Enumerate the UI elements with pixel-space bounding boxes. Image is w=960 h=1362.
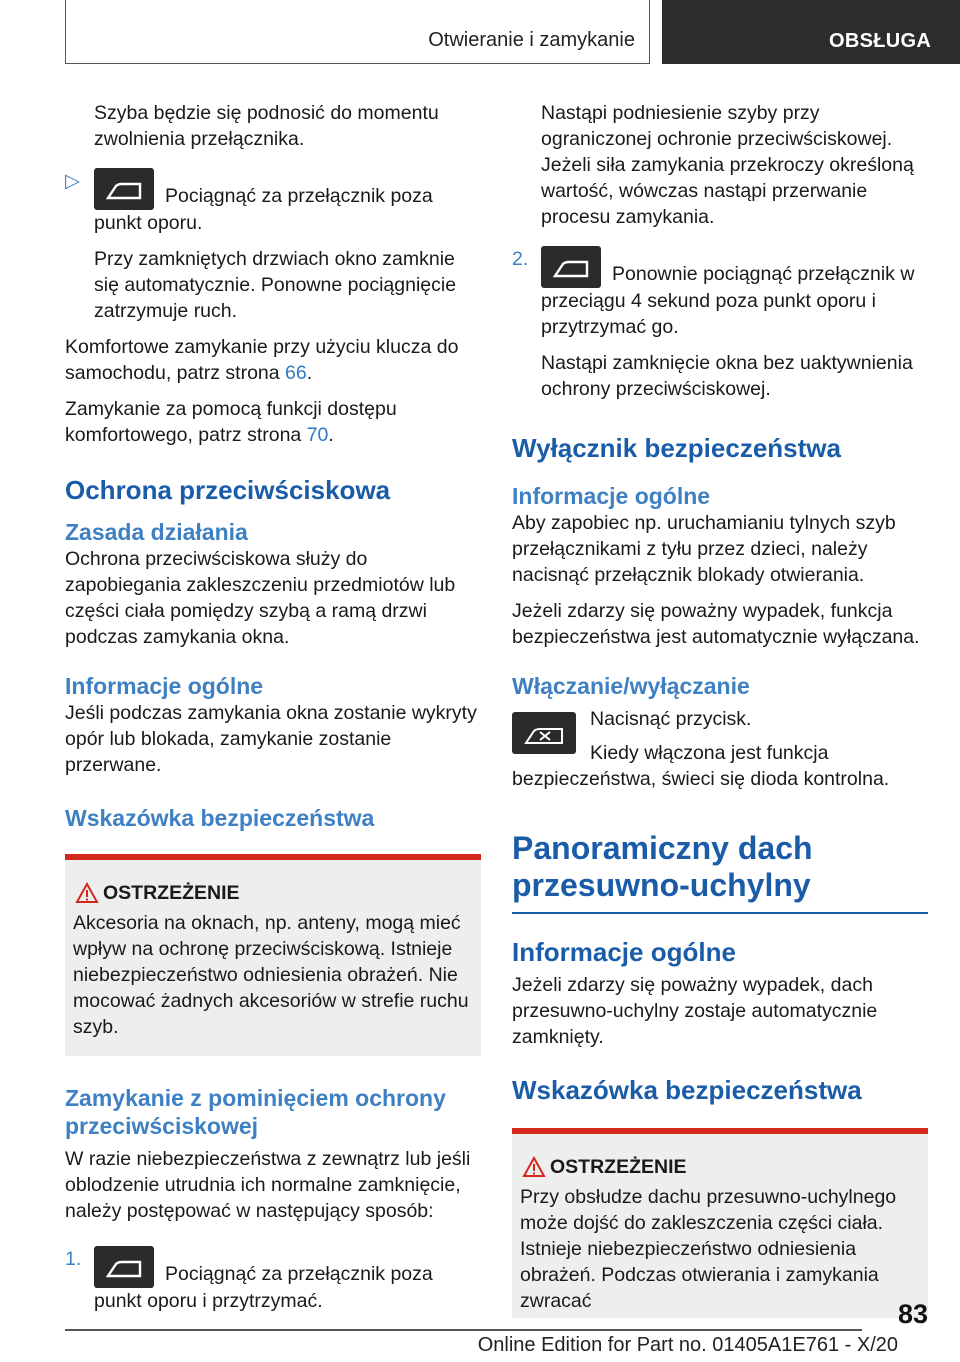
- paragraph: Jeśli podczas zamykania okna zostanie wykryty opór lub blokada, zamykanie zostanie przerwane.: [65, 702, 477, 776]
- warning-box: [65, 854, 481, 1056]
- heading-zasada: Zasada działania: [65, 519, 248, 545]
- section-tab-label: OBSŁUGA: [829, 30, 932, 52]
- paragraph: Ochrona przeciwściskowa służy do zapobiegania zakleszczeniu przedmiotów lub części ciała pomiędzy szybą a ramą drzwi podczas zamykania okna.: [65, 548, 456, 648]
- title-panorama: Panoramiczny dach przesuwno-uchylny: [512, 830, 813, 903]
- step-marker: ▷: [65, 170, 80, 192]
- step-item: [65, 1246, 481, 1314]
- paragraph: Szyba będzie się podnosić do momentu zwolnienia przełącznika.: [94, 102, 439, 150]
- left-column: [65, 100, 481, 1314]
- window-switch-icon: [94, 1246, 154, 1288]
- paragraph: Zamykanie za pomocą funkcji dostępu komfortowego, patrz strona 70.: [65, 398, 397, 446]
- right-column: [512, 100, 928, 1318]
- step-text: Pociągnąć za przełącznik poza punkt oporu.: [94, 168, 481, 236]
- warning-header: OSTRZEŻENIE: [520, 1154, 920, 1180]
- window-switch-icon: [94, 168, 154, 210]
- header-frame: [65, 0, 650, 64]
- warning-text: Akcesoria na oknach, np. anteny, mogą mieć wpływ na ochronę przeciwściskową. Istnieje niebezpieczeństwo odniesienia obrażeń. Nie mocować żadnych akcesoriów w strefie ruchu szyb.: [73, 912, 469, 1038]
- step-text: Ponownie pociągnąć przełącznik w przeciągu 4 sekund poza punkt oporu i przytrzymać go.: [541, 246, 928, 340]
- section-tab: [662, 0, 960, 64]
- title-rule: [512, 912, 928, 914]
- heading-info: Informacje ogólne: [512, 937, 736, 967]
- page-link-66[interactable]: 66: [285, 362, 307, 384]
- heading-ochrona: Ochrona przeciwściskowa: [65, 475, 391, 505]
- warning-header: OSTRZEŻENIE: [73, 880, 473, 906]
- warning-box: [512, 1128, 928, 1318]
- safety-switch-icon: [512, 712, 576, 754]
- paragraph: Komfortowe zamykanie przy użyciu klucza do samochodu, patrz strona 66.: [65, 336, 459, 384]
- heading-wlaczanie: Włączanie/wyłączanie: [512, 673, 750, 699]
- page-link-70[interactable]: 70: [306, 424, 329, 446]
- paragraph: W razie niebezpieczeństwa z zewnątrz lub jeśli oblodzenie utrudnia ich normalne zamknięcie, należy postępować w następujący sposób:: [65, 1148, 471, 1222]
- heading-wylacznik: Wyłącznik bezpieczeństwa: [512, 433, 841, 463]
- window-switch-icon: [541, 246, 601, 288]
- heading-wskazowka: Wskazówka bezpieczeństwa: [512, 1075, 862, 1105]
- heading-wskazowka: Wskazówka bezpieczeństwa: [65, 805, 375, 831]
- footer-edition: Online Edition for Part no. 01405A1E761 - X/20: [477, 1334, 898, 1356]
- heading-info: Informacje ogólne: [65, 673, 264, 699]
- step-item: [512, 246, 928, 402]
- step-item: [65, 168, 481, 324]
- warning-text: Przy obsłudze dachu przesuwno-uchylnego może dojść do zakleszczenia części ciała. Istnieje niebezpieczeństwo odniesienia obrażeń. Podczas otwierania i zamykania zwracać: [520, 1186, 897, 1312]
- chapter-title: Otwieranie i zamykanie: [428, 29, 635, 51]
- paragraph: Kiedy włączona jest funkcja bezpieczeństwa, świeci się dioda kontrolna.: [512, 742, 890, 790]
- safety-switch-block: [512, 706, 928, 792]
- step-marker: 2.: [512, 248, 529, 270]
- paragraph: Aby zapobiec np. uruchamianiu tylnych szyb przełącznikami z tyłu przez dzieci, należy nacisnąć przełącznik blokady otwierania.: [512, 512, 896, 586]
- paragraph: Jeżeli zdarzy się poważny wypadek, funkcja bezpieczeństwa jest automatycznie wyłączana.: [512, 600, 920, 648]
- paragraph: Nacisnąć przycisk.: [590, 708, 752, 730]
- heading-zamykanie: Zamykanie z pominięciem ochrony przeciwściskowej: [65, 1085, 446, 1139]
- heading-info: Informacje ogólne: [512, 483, 711, 509]
- step-text: Pociągnąć za przełącznik poza punkt oporu i przytrzymać.: [94, 1246, 481, 1314]
- paragraph: Nastąpi podniesienie szyby przy ograniczonej ochronie przeciwściskowej. Jeżeli siła zamykania przekroczy określoną wartość, wówczas nastąpi przerwanie procesu zamykania.: [541, 102, 914, 228]
- step-note: Nastąpi zamknięcie okna bez uaktywnienia ochrony przeciwściskowej.: [541, 352, 913, 400]
- step-note: Przy zamkniętych drzwiach okno zamknie się automatycznie. Ponowne pociągnięcie zatrzymuje ruch.: [94, 248, 457, 322]
- step-marker: 1.: [65, 1248, 82, 1270]
- page-number: 83: [897, 1299, 928, 1329]
- warning-triangle-icon: [75, 882, 99, 904]
- warning-triangle-icon: [522, 1156, 546, 1178]
- footer-rule: [65, 1329, 862, 1331]
- paragraph: Jeżeli zdarzy się poważny wypadek, dach przesuwno-uchylny zostaje automatycznie zamknięty.: [512, 974, 878, 1048]
